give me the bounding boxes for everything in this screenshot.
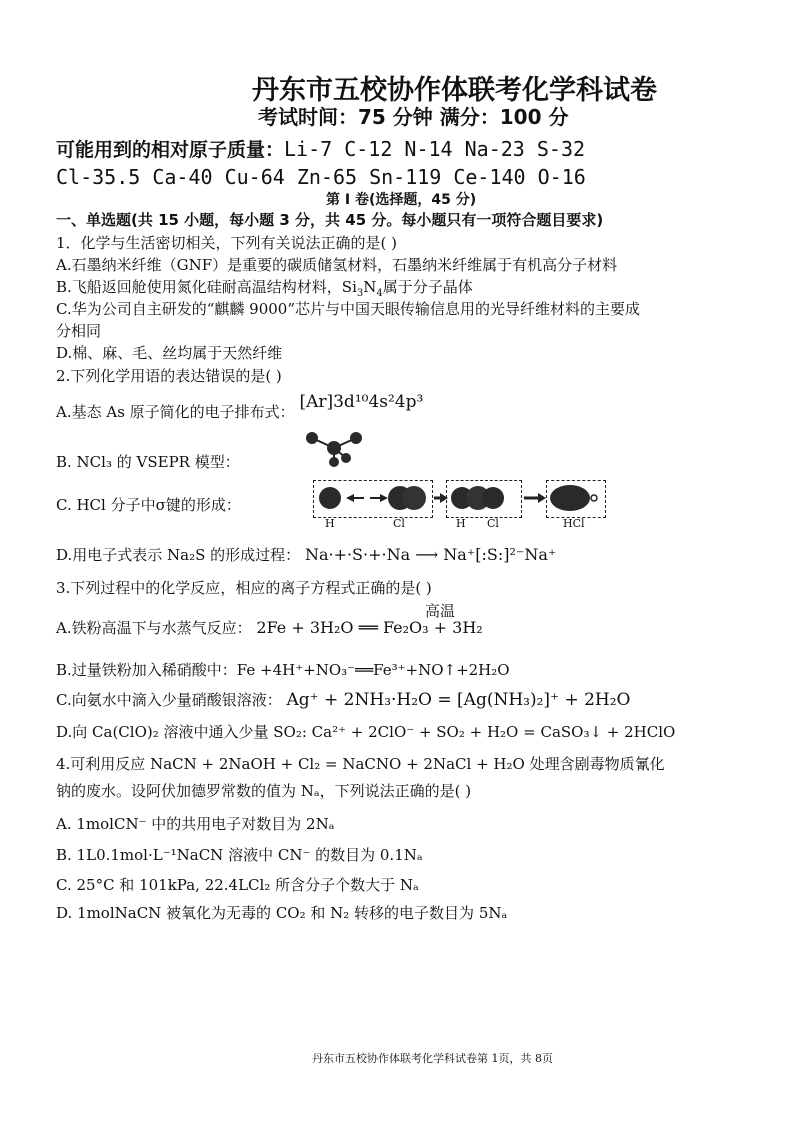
sigma-label-h1: H (325, 517, 335, 530)
q3-condition: 高温 (425, 602, 456, 620)
section-title: 第 I 卷(选择题，45 分) (326, 192, 477, 208)
q2-option-b: B. NCl₃ 的 VSEPR 模型： (56, 453, 240, 471)
q1-option-c-line1: C.华为公司自主研发的“麒麟 9000”芯片与中国天眼传输信息用的光导纤维材料的主要成 (56, 300, 640, 318)
vsepr-model-icon (298, 428, 370, 468)
exam-time-score: 考试时间：75 分钟 满分：100 分 (258, 105, 569, 129)
q2-stem: 2.下列化学用语的表达错误的是( ) (56, 367, 282, 385)
q3-option-a (56, 618, 483, 638)
sigma-label-h2: H (456, 517, 466, 530)
q3-option-a-formula: 2Fe + 3H₂O ══ Fe₂O₃ + 3H₂ (256, 618, 483, 637)
q3-option-d: D.向 Ca(ClO)₂ 溶液中通入少量 SO₂: Ca²⁺ + 2ClO⁻ + SO₂ + H₂O = CaSO₃↓ + 2HClO (56, 723, 676, 741)
q3-stem: 3.下列过程中的化学反应，相应的离子方程式正确的是( ) (56, 579, 432, 597)
q3-option-c-formula: Ag⁺ + 2NH₃·H₂O = [Ag(NH₃)₂]⁺ + 2H₂O (286, 690, 631, 710)
q4-stem-line1: 4.可利用反应 NaCN + 2NaOH + Cl₂ = NaCNO + 2NaCl + H₂O 处理含剧毒物质氰化 (56, 755, 665, 773)
q1-option-a: A.石墨纳米纤维（GNF）是重要的碳质储氢材料，石墨纳米纤维属于有机高分子材料 (56, 256, 618, 274)
q1-option-b-text: B.飞船返回舱使用氮化硅耐高温结构材料，Si (56, 278, 357, 296)
page-footer: 丹东市五校协作体联考化学科试卷第 1页，共 8页 (312, 1052, 553, 1065)
q4-stem-line2: 钠的废水。设阿伏加德罗常数的值为 Nₐ，下列说法正确的是( ) (56, 782, 472, 800)
section-instructions: 一、单选题(共 15 小题，每小题 3 分，共 45 分。每小题只有一项符合题目要求) (56, 211, 604, 229)
q1-option-d: D.棉、麻、毛、丝均属于天然纤维 (56, 344, 283, 362)
sigma-label-hcl: HCl (563, 517, 585, 530)
q2-option-d-formula: Na·+·S·+·Na ⟶ Na⁺[:S:]²⁻Na⁺ (304, 545, 557, 564)
q1-option-b-tail: 属于分子晶体 (382, 278, 473, 296)
q4-option-c: C. 25°C 和 101kPa, 22.4LCl₂ 所含分子个数大于 Nₐ (56, 876, 419, 894)
sigma-bond-diagram-icon (310, 478, 610, 520)
q2-option-c: C. HCl 分子中σ键的形成： (56, 496, 241, 514)
q3-option-c (56, 690, 630, 710)
q1-stem: 1．化学与生活密切相关，下列有关说法正确的是( ) (56, 234, 398, 252)
q1-option-b: B.飞船返回舱使用氮化硅耐高温结构材料，$Si_3N_4$属于分子晶体 (56, 278, 473, 299)
sigma-label-cl2: Cl (487, 517, 499, 530)
q2-option-d-text: D.用电子式表示 Na₂S 的形成过程： (56, 546, 301, 564)
q3-option-b: B.过量铁粉加入稀硝酸中：Fe +4H⁺+NO₃⁻══Fe³⁺+NO↑+2H₂O (56, 661, 510, 679)
exam-title: 丹东市五校协作体联考化学科试卷 (252, 75, 657, 106)
q2-option-d (56, 545, 556, 565)
sigma-label-cl1: Cl (393, 517, 405, 530)
q2-option-a (56, 392, 424, 422)
q2-option-a-formula: [Ar]3d¹⁰4s²4p³ (299, 392, 424, 412)
q3-option-c-text: C.向氨水中滴入少量硝酸银溶液： (56, 691, 282, 709)
q4-option-d: D. 1molNaCN 被氧化为无毒的 CO₂ 和 N₂ 转移的电子数目为 5Nₐ (56, 904, 508, 922)
atomic-mass-values-1: Li-7 C-12 N-14 Na-23 S-32 (284, 137, 586, 161)
q4-option-a: A. 1molCN⁻ 中的共用电子对数目为 2Nₐ (56, 815, 335, 833)
atomic-mass-line-1 (56, 136, 585, 163)
q2-option-a-text: A.基态 As 原子简化的电子排布式： (56, 403, 295, 421)
q1-option-c-line2: 分相同 (56, 322, 102, 340)
atomic-mass-values-2: Cl-35.5 Ca-40 Cu-64 Zn-65 Sn-119 Ce-140 O-16 (56, 165, 586, 189)
q3-option-a-text: A.铁粉高温下与水蒸气反应： (56, 619, 252, 637)
atomic-mass-label: 可能用到的相对原子质量： (56, 139, 285, 161)
q4-option-b: B. 1L0.1mol·L⁻¹NaCN 溶液中 CN⁻ 的数目为 0.1Nₐ (56, 846, 423, 864)
